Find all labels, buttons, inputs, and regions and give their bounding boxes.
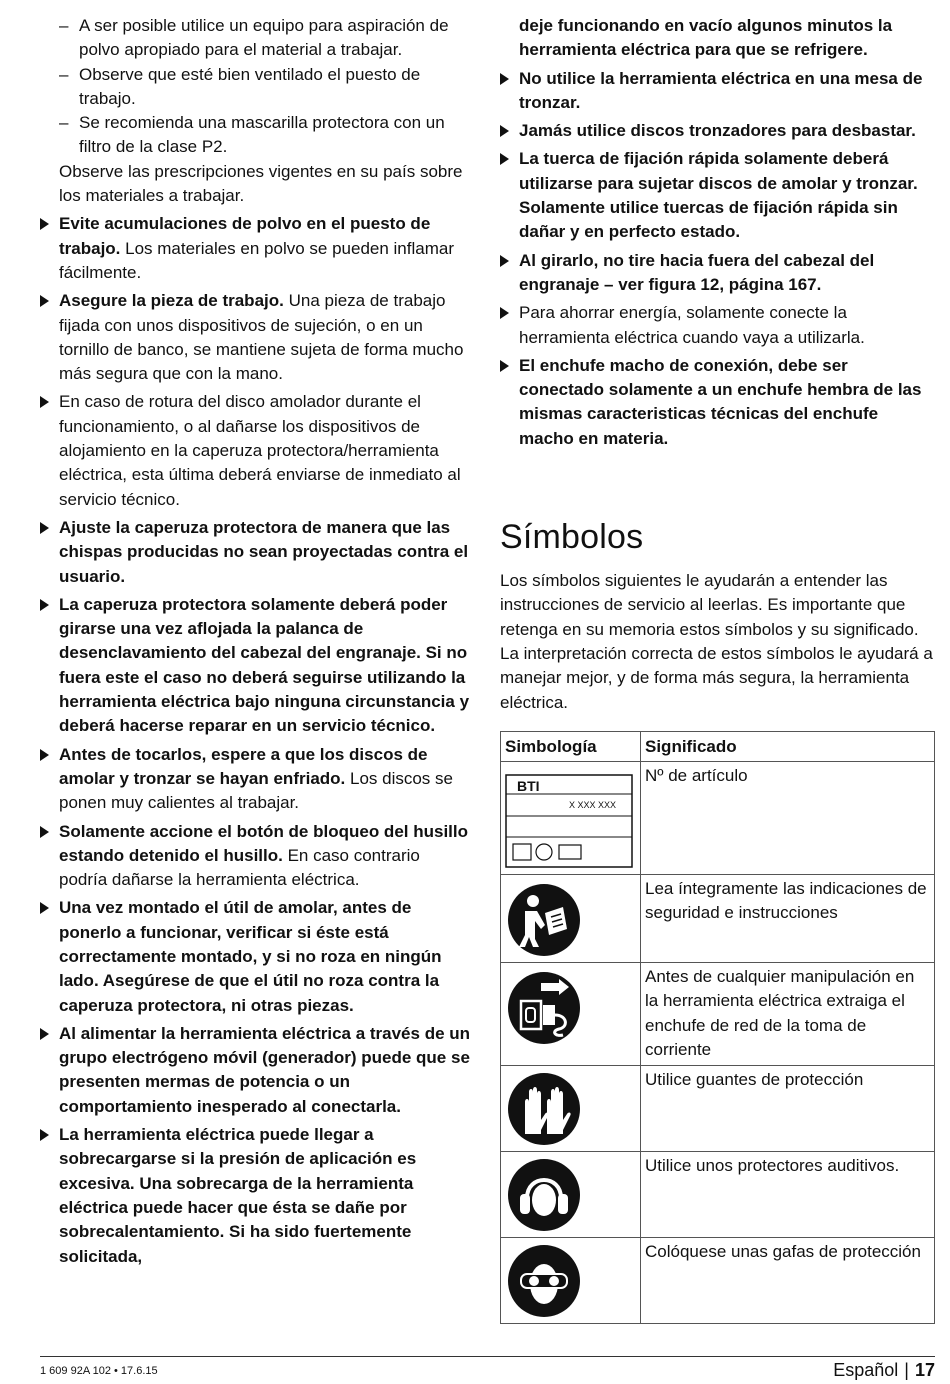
table-row (501, 1066, 935, 1152)
symbol-meaning: Lea íntegramente las indicaciones de seguridad e instrucciones (641, 875, 935, 963)
triangle-bullet-icon (40, 902, 49, 914)
unplug-icon (507, 971, 581, 1045)
article-number: X XXX XXX (569, 800, 617, 811)
left-column (40, 14, 472, 1269)
triangle-bullet-icon (40, 749, 49, 761)
continuation-text: deje funcionando en vacío algunos minutos la herramienta eléctrica para que se refrigere. (519, 16, 893, 60)
bullet-item: Solamente accione el botón de bloqueo del husillo estando detenido el husillo. En caso contrario podría dañarse la herramienta eléctrica. (40, 820, 472, 893)
bullet-item: Al alimentar la herramienta eléctrica a través de un grupo electrógeno móvil (generador) puede que se presenten mermas de potencia o un comportamiento inesperado al conectarla. (40, 1022, 472, 1119)
bullet-item: Antes de tocarlos, espere a que los discos de amolar y tronzar se hayan enfriado. Los discos se ponen muy calientes al trabajar. (40, 743, 472, 816)
symbols-table (500, 731, 935, 1324)
page-footer (833, 1359, 935, 1381)
safety-goggles-icon (507, 1244, 581, 1318)
bullet-item: Jamás utilice discos tronzadores para desbastar. (500, 119, 935, 143)
section-intro: Los símbolos siguientes le ayudarán a entender las instrucciones de servicio al leerlas. Es importante que retenga en su memoria estos símbolos y su significado. La interpretación correcta de estos símbolos le ayudará a manejar mejor, y de forma más segura, la herramienta eléctrica. (500, 571, 933, 712)
list-item: – Observe que esté bien ventilado el puesto de trabajo. (59, 64, 421, 108)
right-column (500, 14, 935, 1324)
regulations-note: Observe las prescripciones vigentes en su país sobre los materiales a trabajar. (59, 161, 463, 206)
bullet-item: Ajuste la caperuza protectora de manera que las chispas producidas no sean proyectadas contra el usuario. (40, 516, 472, 589)
read-manual-icon (507, 883, 581, 957)
bullet-item: La herramienta eléctrica puede llegar a sobrecargarse si la presión de aplicación es excesiva. Una sobrecarga de la herramienta eléctrica puede hacer que ésta se dañe por sobrecalentamiento. Si ha sido fuertemente solicitada, (40, 1123, 472, 1269)
table-row (501, 963, 935, 1066)
bullet-item: Evite acumulaciones de polvo en el puesto de trabajo. Los materiales en polvo se pueden inflamar fácilmente. (40, 212, 472, 285)
table-row (501, 762, 935, 875)
doc-code: 1 609 92A 102 • 17.6.15 (40, 1365, 158, 1377)
bullet-item: No utilice la herramienta eléctrica en una mesa de tronzar. (500, 67, 935, 116)
gloves-icon (507, 1072, 581, 1146)
bullet-item: La caperuza protectora solamente deberá poder girarse una vez aflojada la palanca de desenclavamiento del cabezal del engranaje. Si no fuera este el caso no deberá seguirse utilizando la herramienta eléctrica bajo ninguna circunstancia y deberá hacerse reparar en un servicio técnico. (40, 593, 472, 739)
table-row (501, 1238, 935, 1324)
triangle-bullet-icon (40, 1028, 49, 1040)
triangle-bullet-icon (500, 153, 509, 165)
page-number: 17 (914, 1360, 935, 1380)
bullet-item: Asegure la pieza de trabajo. Una pieza de trabajo fijada con unos dispositivos de sujeción, o en un tornillo de banco, se mantiene sujeta de forma mucho más segura que con la mano. (40, 289, 472, 386)
triangle-bullet-icon (500, 307, 509, 319)
bullet-item: La tuerca de fijación rápida solamente deberá utilizarse para sujetar discos de amolar y tronzar. Solamente utilice tuercas de fijación rápida sin dañar y en perfecto estado. (500, 147, 935, 244)
symbol-meaning: Utilice unos protectores auditivos. (641, 1152, 935, 1238)
column-header: Significado (641, 731, 935, 761)
table-row (501, 875, 935, 963)
triangle-bullet-icon (40, 218, 49, 230)
symbol-meaning: Nº de artículo (641, 762, 935, 875)
symbol-meaning: Colóquese unas gafas de protección (641, 1238, 935, 1324)
triangle-bullet-icon (40, 522, 49, 534)
triangle-bullet-icon (500, 125, 509, 137)
symbol-meaning: Antes de cualquier manipulación en la herramienta eléctrica extraiga el enchufe de red de la toma de corriente (641, 963, 935, 1066)
brand-logo: BTI (517, 778, 540, 795)
triangle-bullet-icon (40, 396, 49, 408)
bullet-item: Para ahorrar energía, solamente conecte la herramienta eléctrica cuando vaya a utilizarla. (500, 301, 935, 350)
triangle-bullet-icon (500, 255, 509, 267)
triangle-bullet-icon (40, 1129, 49, 1141)
column-header: Simbología (501, 731, 641, 761)
triangle-bullet-icon (40, 826, 49, 838)
symbol-meaning: Utilice guantes de protección (641, 1066, 935, 1152)
language-label: Español (833, 1360, 899, 1380)
bullet-item: Una vez montado el útil de amolar, antes de ponerlo a funcionar, verificar si éste está correctamente montado, y si no roza en ningún lado. Asegúrese de que el útil no roza contra la caperuza protectora, ni otras piezas. (40, 896, 472, 1017)
table-header-row (501, 731, 935, 761)
footer-divider (40, 1356, 935, 1357)
bullet-item: El enchufe macho de conexión, debe ser conectado solamente a un enchufe hembra de las mismas caracteristicas técnicas del enchufe macho en materia. (500, 354, 935, 451)
triangle-bullet-icon (40, 295, 49, 307)
section-title: Símbolos (500, 518, 644, 557)
triangle-bullet-icon (500, 360, 509, 372)
ear-protection-icon (507, 1158, 581, 1232)
triangle-bullet-icon (40, 599, 49, 611)
list-item: – Se recomienda una mascarilla protectora con un filtro de la clase P2. (59, 113, 445, 157)
bullet-item: Al girarlo, no tire hacia fuera del cabezal del engranaje – ver figura 12, página 167. (500, 249, 935, 298)
table-row (501, 1152, 935, 1238)
bullet-item: En caso de rotura del disco amolador durante el funcionamiento, o al dañarse los dispositivos de alojamiento en la caperuza protectora/herramienta eléctrica, esta última deberá enviarse de inmediato al servicio técnico. (40, 390, 472, 511)
list-item: – A ser posible utilice un equipo para aspiración de polvo apropiado para el material a trabajar. (59, 16, 449, 60)
triangle-bullet-icon (500, 73, 509, 85)
footer-separator: | (904, 1360, 909, 1380)
nameplate-icon (505, 774, 633, 872)
